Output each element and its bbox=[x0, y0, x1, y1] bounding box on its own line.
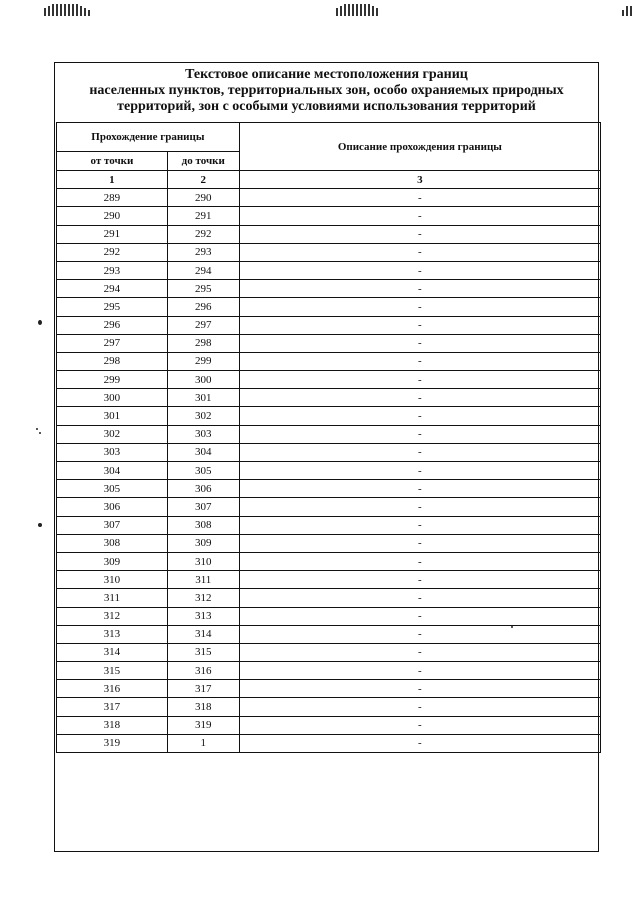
description-cell: - bbox=[239, 189, 600, 207]
to-point-cell: 302 bbox=[167, 407, 239, 425]
to-point-cell: 315 bbox=[167, 643, 239, 661]
table-row bbox=[57, 243, 601, 261]
from-point-cell: 307 bbox=[57, 516, 168, 534]
description-cell: - bbox=[239, 589, 600, 607]
description-cell: - bbox=[239, 571, 600, 589]
to-point-cell: 318 bbox=[167, 698, 239, 716]
table-row bbox=[57, 662, 601, 680]
table-row bbox=[57, 480, 601, 498]
description-cell: - bbox=[239, 552, 600, 570]
description-cell: - bbox=[239, 462, 600, 480]
from-point-cell: 316 bbox=[57, 680, 168, 698]
binder-marks-right bbox=[622, 4, 632, 16]
table-row bbox=[57, 734, 601, 752]
from-point-cell: 319 bbox=[57, 734, 168, 752]
table-row bbox=[57, 261, 601, 279]
scan-speck bbox=[38, 523, 42, 527]
from-point-cell: 304 bbox=[57, 462, 168, 480]
to-point-cell: 293 bbox=[167, 243, 239, 261]
column-number-3: 3 bbox=[239, 171, 600, 189]
to-point-cell: 294 bbox=[167, 261, 239, 279]
table-row bbox=[57, 189, 601, 207]
table-row bbox=[57, 625, 601, 643]
table-row bbox=[57, 334, 601, 352]
description-cell: - bbox=[239, 643, 600, 661]
description-cell: - bbox=[239, 734, 600, 752]
table-row bbox=[57, 589, 601, 607]
table-row bbox=[57, 371, 601, 389]
table-row bbox=[57, 498, 601, 516]
header-to-point: до точки bbox=[167, 152, 239, 171]
description-cell: - bbox=[239, 662, 600, 680]
description-cell: - bbox=[239, 225, 600, 243]
table-row bbox=[57, 352, 601, 370]
from-point-cell: 309 bbox=[57, 552, 168, 570]
from-point-cell: 303 bbox=[57, 443, 168, 461]
from-point-cell: 318 bbox=[57, 716, 168, 734]
to-point-cell: 292 bbox=[167, 225, 239, 243]
from-point-cell: 310 bbox=[57, 571, 168, 589]
description-cell: - bbox=[239, 716, 600, 734]
from-point-cell: 300 bbox=[57, 389, 168, 407]
to-point-cell: 314 bbox=[167, 625, 239, 643]
from-point-cell: 313 bbox=[57, 625, 168, 643]
to-point-cell: 319 bbox=[167, 716, 239, 734]
from-point-cell: 301 bbox=[57, 407, 168, 425]
to-point-cell: 309 bbox=[167, 534, 239, 552]
to-point-cell: 317 bbox=[167, 680, 239, 698]
description-cell: - bbox=[239, 371, 600, 389]
from-point-cell: 293 bbox=[57, 261, 168, 279]
header-from-point: от точки bbox=[57, 152, 168, 171]
from-point-cell: 306 bbox=[57, 498, 168, 516]
description-cell: - bbox=[239, 334, 600, 352]
description-cell: - bbox=[239, 207, 600, 225]
to-point-cell: 305 bbox=[167, 462, 239, 480]
column-number-2: 2 bbox=[167, 171, 239, 189]
table-row bbox=[57, 316, 601, 334]
table-row bbox=[57, 443, 601, 461]
to-point-cell: 301 bbox=[167, 389, 239, 407]
table-row bbox=[57, 389, 601, 407]
boundary-table bbox=[56, 122, 601, 753]
from-point-cell: 302 bbox=[57, 425, 168, 443]
from-point-cell: 290 bbox=[57, 207, 168, 225]
to-point-cell: 299 bbox=[167, 352, 239, 370]
binder-marks-center bbox=[336, 4, 378, 16]
from-point-cell: 305 bbox=[57, 480, 168, 498]
table-row bbox=[57, 643, 601, 661]
from-point-cell: 311 bbox=[57, 589, 168, 607]
from-point-cell: 312 bbox=[57, 607, 168, 625]
table-row bbox=[57, 280, 601, 298]
to-point-cell: 290 bbox=[167, 189, 239, 207]
description-cell: - bbox=[239, 534, 600, 552]
to-point-cell: 303 bbox=[167, 425, 239, 443]
description-cell: - bbox=[239, 425, 600, 443]
table-row bbox=[57, 516, 601, 534]
to-point-cell: 1 bbox=[167, 734, 239, 752]
scan-speck bbox=[38, 320, 42, 325]
description-cell: - bbox=[239, 280, 600, 298]
to-point-cell: 291 bbox=[167, 207, 239, 225]
description-cell: - bbox=[239, 352, 600, 370]
to-point-cell: 312 bbox=[167, 589, 239, 607]
from-point-cell: 314 bbox=[57, 643, 168, 661]
header-boundary-passage: Прохождение границы bbox=[57, 123, 240, 152]
table-row bbox=[57, 716, 601, 734]
description-cell: - bbox=[239, 680, 600, 698]
to-point-cell: 310 bbox=[167, 552, 239, 570]
from-point-cell: 292 bbox=[57, 243, 168, 261]
table-row bbox=[57, 298, 601, 316]
scan-speck bbox=[36, 428, 38, 430]
description-cell: - bbox=[239, 407, 600, 425]
from-point-cell: 289 bbox=[57, 189, 168, 207]
description-cell: - bbox=[239, 261, 600, 279]
document-title bbox=[55, 67, 598, 115]
title-line: Текстовое описание местоположения границ bbox=[185, 67, 468, 82]
to-point-cell: 311 bbox=[167, 571, 239, 589]
table-row bbox=[57, 607, 601, 625]
binder-marks-left bbox=[44, 4, 90, 16]
to-point-cell: 295 bbox=[167, 280, 239, 298]
from-point-cell: 294 bbox=[57, 280, 168, 298]
to-point-cell: 300 bbox=[167, 371, 239, 389]
table-row bbox=[57, 462, 601, 480]
column-number-1: 1 bbox=[57, 171, 168, 189]
description-cell: - bbox=[239, 498, 600, 516]
description-cell: - bbox=[239, 698, 600, 716]
from-point-cell: 291 bbox=[57, 225, 168, 243]
to-point-cell: 298 bbox=[167, 334, 239, 352]
from-point-cell: 308 bbox=[57, 534, 168, 552]
from-point-cell: 315 bbox=[57, 662, 168, 680]
table-row bbox=[57, 571, 601, 589]
title-line: населенных пунктов, территориальных зон, особо охраняемых природных bbox=[89, 83, 564, 98]
header-description: Описание прохождения границы bbox=[239, 123, 600, 171]
description-cell: - bbox=[239, 298, 600, 316]
from-point-cell: 296 bbox=[57, 316, 168, 334]
to-point-cell: 306 bbox=[167, 480, 239, 498]
description-cell: - bbox=[239, 389, 600, 407]
table-row bbox=[57, 225, 601, 243]
from-point-cell: 295 bbox=[57, 298, 168, 316]
description-cell: - bbox=[239, 607, 600, 625]
title-line: территорий, зон с особыми условиями использования территорий bbox=[117, 99, 536, 114]
table-row bbox=[57, 698, 601, 716]
description-cell: - bbox=[239, 443, 600, 461]
from-point-cell: 299 bbox=[57, 371, 168, 389]
description-cell: - bbox=[239, 480, 600, 498]
to-point-cell: 296 bbox=[167, 298, 239, 316]
description-cell: - bbox=[239, 243, 600, 261]
table-row bbox=[57, 407, 601, 425]
to-point-cell: 307 bbox=[167, 498, 239, 516]
to-point-cell: 297 bbox=[167, 316, 239, 334]
to-point-cell: 304 bbox=[167, 443, 239, 461]
table-row bbox=[57, 552, 601, 570]
description-cell: - bbox=[239, 625, 600, 643]
table-row bbox=[57, 207, 601, 225]
from-point-cell: 297 bbox=[57, 334, 168, 352]
table-row bbox=[57, 680, 601, 698]
to-point-cell: 313 bbox=[167, 607, 239, 625]
to-point-cell: 316 bbox=[167, 662, 239, 680]
table-row bbox=[57, 534, 601, 552]
table-row bbox=[57, 425, 601, 443]
scan-speck bbox=[39, 432, 41, 434]
to-point-cell: 308 bbox=[167, 516, 239, 534]
description-cell: - bbox=[239, 316, 600, 334]
from-point-cell: 298 bbox=[57, 352, 168, 370]
description-cell: - bbox=[239, 516, 600, 534]
from-point-cell: 317 bbox=[57, 698, 168, 716]
